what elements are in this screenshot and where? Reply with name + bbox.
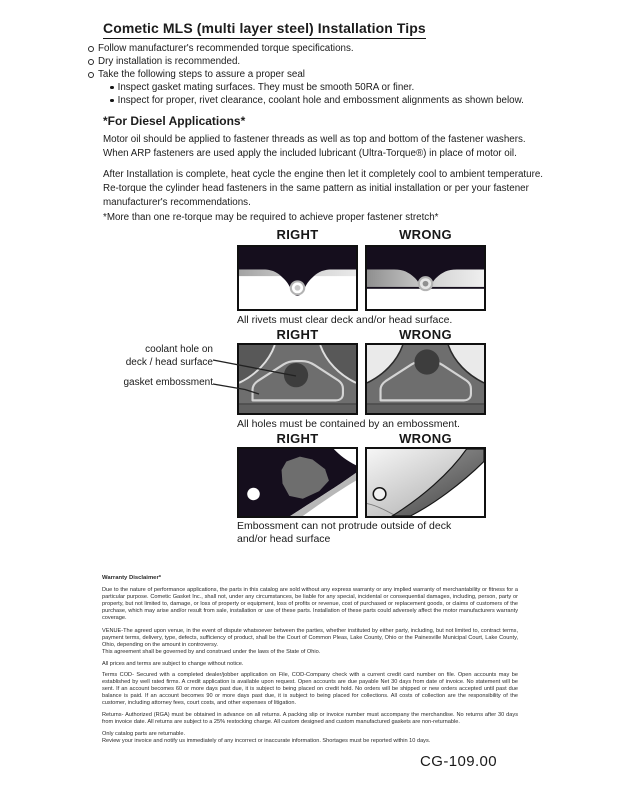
- returns-paragraph: Returns- Authorized (RGA) must be obtained in advance on all returns. A packing slip or invoice number must accompany the merchandise. No returns after 30 days from invoice date. All returns are subject to a 25% restocking charge. All custom designed and custom manufactured gaskets are non-returnable.: [102, 712, 518, 725]
- list-item: [88, 68, 558, 81]
- diagram-rivet-wrong: [365, 245, 486, 311]
- wrong-label: WRONG: [399, 431, 452, 446]
- doc-number: CG-109.00: [420, 753, 497, 770]
- installation-tips-sublist: [110, 81, 570, 107]
- warranty-paragraph: Due to the nature of performance applications, the parts in this catalog are sold without any express warranty or any implied warranty of merchantability or fitness for a particular purpose. Cometic Gasket Inc., shall not, under any circumstances, be liable for any special, incidental or consequential damages, including, person, party or property, but not limited to, damage, or loss of property or equipment, loss of profits or revenue, cost of purchased or replacement goods, or claims of customers of the purchase, which may arise and/or result from sale, installation or use of these parts. Installation of these parts could adversely affect the motor manufacturers warranty coverage.: [102, 587, 518, 621]
- diagram-rivet-right: [237, 245, 358, 311]
- diagram-protrude-wrong: [365, 447, 486, 518]
- holes-caption: All holes must be contained by an embossment.: [237, 418, 460, 430]
- protrude-caption-line1: Embossment can not protrude outside of deck: [237, 520, 452, 532]
- diesel-paragraph-2: After Installation is complete, heat cycle the engine then let it completely cool to ambient temperature. Re-torque the cylinder head fasteners in the same pattern as initial installation or per your fastener manufacturer's recommendations.: [103, 169, 544, 208]
- gasket-embossment-label: gasket embossment: [123, 377, 213, 388]
- closing-lines: Only catalog parts are returnable. Review your invoice and notify us immediately of any incorrect or inaccurate information. Shortages must be reported within 10 days.: [102, 731, 431, 744]
- bolt-hole-icon: [373, 488, 386, 500]
- protrude-wrong-illustration: [367, 449, 484, 516]
- wrong-label: WRONG: [399, 327, 452, 342]
- prices-line: All prices and terms are subject to change without notice.: [102, 661, 244, 667]
- venue-paragraph: VENUE-The agreed upon venue, in the event of dispute whatsoever between the parties, whether instituted by either party, including, but not limited to, contract terms, payment terms, delivery, type, defects, sufficiency of product, shall be the Court of Common Pleas, Lake County, Ohio or the Painesville Municipal Court, Lake County, Ohio, depending on the amount in controversy. This agreement shall be governed by and construed under the laws of the State of Ohio.: [102, 628, 518, 655]
- dot-bullet-icon: [110, 86, 114, 90]
- rivet-wrong-illustration: [367, 247, 484, 309]
- retorque-note: *More than one re-torque may be required to achieve proper fastener stretch*: [103, 212, 439, 223]
- list-item-label: Take the following steps to assure a proper seal: [98, 69, 305, 80]
- right-label: RIGHT: [276, 227, 319, 242]
- diesel-section-heading: *For Diesel Applications*: [103, 114, 246, 128]
- dot-bullet-icon: [110, 99, 114, 103]
- list-item: [88, 55, 558, 68]
- wrong-label: WRONG: [399, 227, 452, 242]
- list-item-label: Dry installation is recommended.: [98, 56, 241, 67]
- list-item-label: Inspect gasket mating surfaces. They must be smooth 50RA or finer.: [117, 82, 415, 93]
- diagram-holes-wrong: [365, 343, 486, 415]
- protrude-right-illustration: [239, 449, 356, 516]
- diesel-paragraph-1: Motor oil should be applied to fastener threads as well as top and bottom of the fastener washers. When ARP fasteners are used apply the included lubricant (Ultra-Torque®) in place of motor oil.: [103, 134, 526, 159]
- pointer-lines: [95, 340, 375, 420]
- diagram-protrude-right: [237, 447, 358, 518]
- rivet-caption: All rivets must clear deck and/or head surface.: [237, 314, 453, 326]
- list-item: [110, 81, 570, 94]
- installation-tips-list: [88, 42, 558, 81]
- coolant-hole-icon: [414, 349, 439, 374]
- bolt-hole-icon: [247, 488, 260, 500]
- rivet-right-illustration: [239, 247, 356, 309]
- list-item: [110, 94, 570, 107]
- holes-wrong-illustration: [367, 345, 484, 413]
- terms-paragraph: Terms COD- Secured with a completed dealer/jobber application on File, COD-Company check with a current credit card number on file. Open accounts may be established by well rated firms. A credit application is available upon request. Open accounts are due payable Net 30 days from date of invoice. No statement will be sent. If an account becomes 60 or more days past due, it is subject to being placed on credit hold. No orders will be shipped or new orders accepted until past due balance is paid. If an account becomes 90 or more days past due, it is subject to being placed for collections. All costs of collection are the responsibility of the customer, including attorney fees, court costs, and other expenses of litigation.: [102, 672, 518, 706]
- coolant-hole-label: coolant hole on deck / head surface: [125, 344, 213, 368]
- protrude-caption-line2: and/or head surface: [237, 533, 331, 545]
- list-item-label: Follow manufacturer's recommended torque specifications.: [98, 43, 354, 54]
- circle-bullet-icon: [88, 59, 94, 65]
- deck-edge: [367, 405, 484, 413]
- list-item-label: Inspect for proper, rivet clearance, coolant hole and embossment alignments as shown below.: [117, 95, 524, 106]
- page-title: Cometic MLS (multi layer steel) Installation Tips: [103, 20, 426, 39]
- circle-bullet-icon: [88, 46, 94, 52]
- right-label: RIGHT: [276, 327, 319, 342]
- list-item: [88, 42, 558, 55]
- warranty-heading: Warranty Disclaimer*: [102, 575, 162, 581]
- circle-bullet-icon: [88, 72, 94, 78]
- right-label: RIGHT: [276, 431, 319, 446]
